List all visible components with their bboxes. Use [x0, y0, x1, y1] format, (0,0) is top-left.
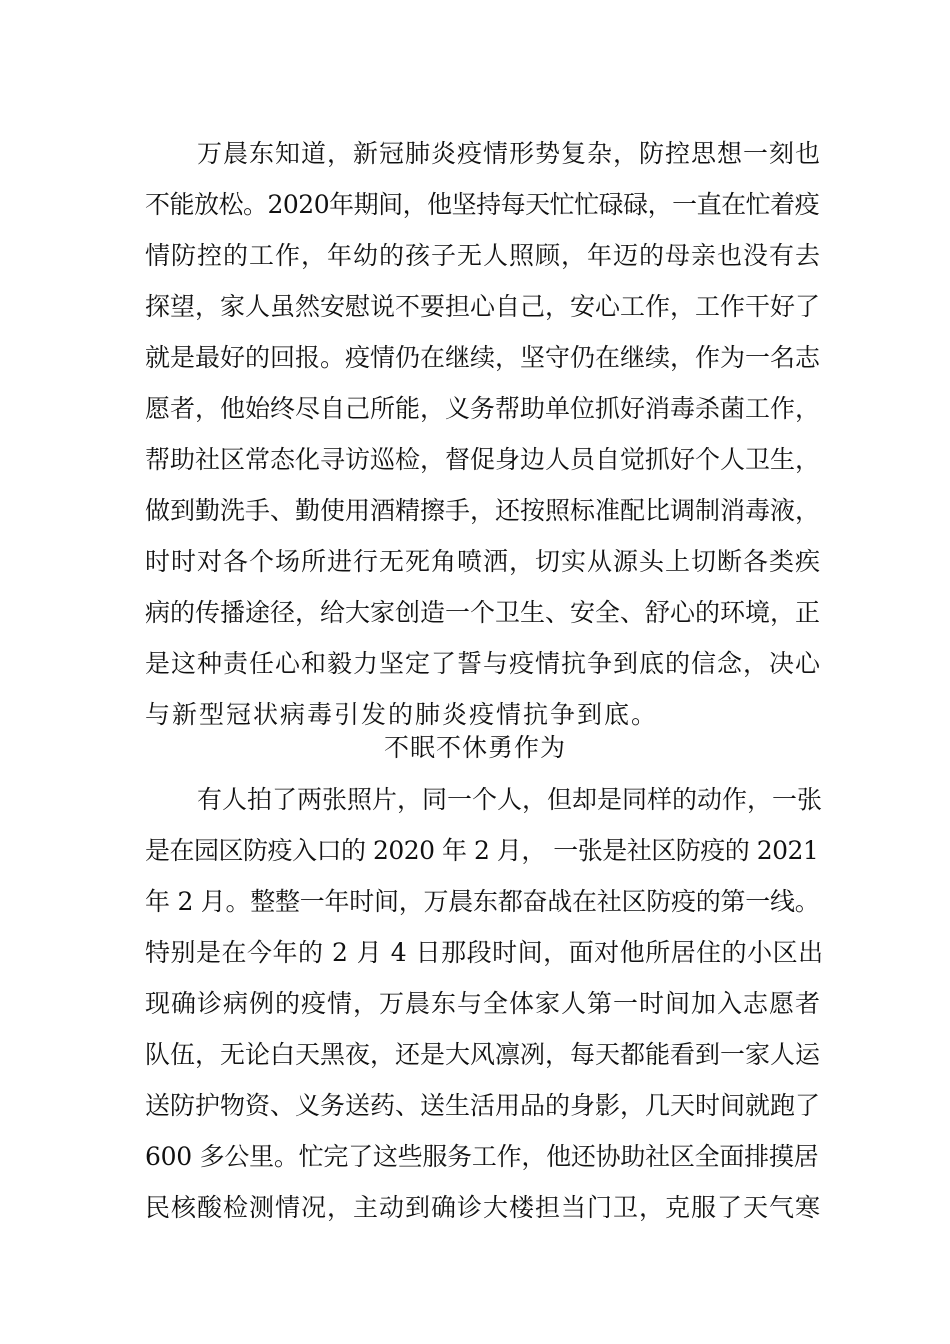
- paragraph-line: 是在园区防疫入口的 2020 年 2 月， 一张是社区防疫的 2021: [145, 836, 819, 865]
- paragraph-line: 队伍，无论白天黑夜，还是大风凛冽，每天都能看到一家人运: [145, 1040, 821, 1069]
- paragraph-line: 600 多公里。忙完了这些服务工作，他还协助社区全面排摸居: [145, 1142, 819, 1171]
- paragraph-line: 就是最好的回报。疫情仍在继续，坚守仍在继续，作为一名志: [145, 343, 821, 372]
- paragraph-line: 是这种责任心和毅力坚定了誓与疫情抗争到底的信念，决心: [145, 649, 822, 678]
- section-heading: 不眠不休勇作为: [383, 733, 566, 762]
- paragraph-line: 万晨东知道，新冠肺炎疫情形势复杂，防控思想一刻也: [197, 139, 822, 168]
- paragraph-2: [145, 774, 825, 1233]
- paragraph-line: 民核酸检测情况，主动到确诊大楼担当门卫，克服了天气寒: [145, 1193, 822, 1222]
- paragraph-line: 做到勤洗手、勤使用酒精擦手，还按照标准配比调制消毒液，: [145, 496, 821, 525]
- paragraph-line: 年 2 月。整整一年时间，万晨东都奋战在社区防疫的第一线。: [145, 887, 820, 916]
- paragraph-line: 不能放松。2020年期间，他坚持每天忙忙碌碌，一直在忙着疫: [145, 190, 820, 219]
- paragraph-line: 病的传播途径，给大家创造一个卫生、安全、舒心的环境，正: [145, 598, 821, 627]
- paragraph-line: 与新型冠状病毒引发的肺炎疫情抗争到底。: [145, 700, 659, 729]
- paragraph-line: 特别是在今年的 2 月 4 日那段时间，面对他所居住的小区出: [145, 938, 824, 967]
- paragraph-line: 帮助社区常态化寻访巡检，督促身边人员自觉抓好个人卫生，: [145, 445, 821, 474]
- paragraph-line: 情防控的工作，年幼的孩子无人照顾，年迈的母亲也没有去: [145, 241, 822, 270]
- paragraph-1: [145, 128, 825, 740]
- paragraph-line: 有人拍了两张照片，同一个人，但却是同样的动作，一张: [197, 785, 823, 814]
- paragraph-line: 送防护物资、义务送药、送生活用品的身影，几天时间就跑了: [145, 1091, 821, 1120]
- paragraph-line: 现确诊病例的疫情，万晨东与全体家人第一时间加入志愿者: [145, 989, 822, 1018]
- paragraph-line: 探望，家人虽然安慰说不要担心自己，安心工作，工作干好了: [145, 292, 821, 321]
- paragraph-line: 时时对各个场所进行无死角喷洒，切实从源头上切断各类疾: [145, 547, 822, 576]
- paragraph-line: 愿者，他始终尽自己所能，义务帮助单位抓好消毒杀菌工作，: [145, 394, 821, 423]
